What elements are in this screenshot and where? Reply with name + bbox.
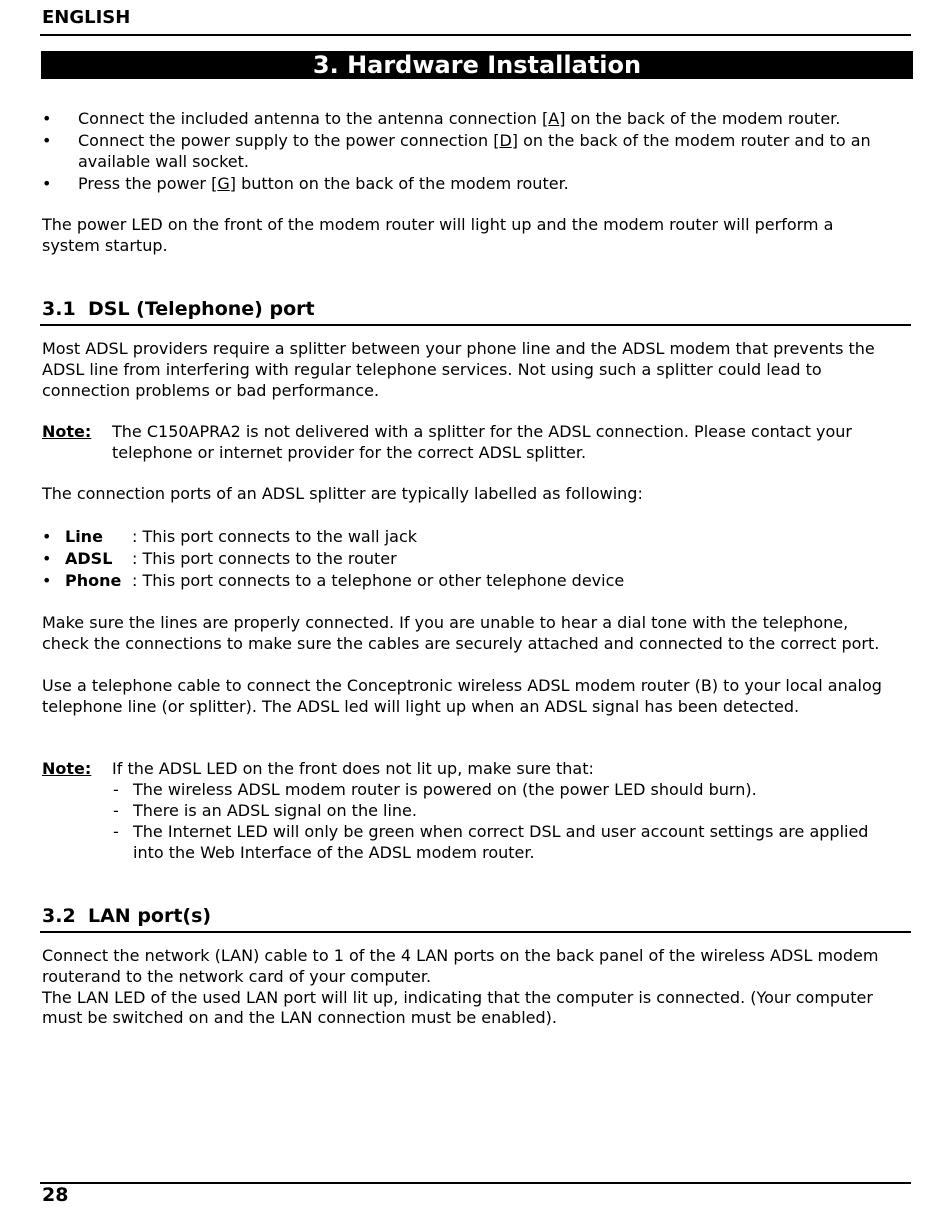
list-item — [65, 571, 624, 591]
section-title: 3. Hardware Installation — [41, 51, 913, 79]
text-line: Make sure the lines are properly connected. If you are unable to hear a dial tone with the telephone, — [42, 613, 849, 632]
bullet-icon: • — [42, 527, 52, 546]
text-line: ADSL line from interfering with regular telephone services. Not using such a splitter could lead to — [42, 359, 822, 379]
section-rule — [40, 324, 911, 326]
list-item: The Internet LED will only be green when correct DSL and user account settings are applied — [133, 822, 869, 841]
startup-paragraph — [42, 215, 833, 257]
section-rule — [40, 931, 911, 933]
text-line: Connect the network (LAN) cable to 1 of the 4 LAN ports on the back panel of the wireless ADSL modem — [42, 946, 879, 965]
ports-intro: The connection ports of an ADSL splitter are typically labelled as following: — [42, 484, 643, 503]
port-name: Line — [65, 527, 103, 546]
note2-intro: If the ADSL LED on the front does not lit up, make sure that: — [112, 759, 594, 778]
footer-rule — [40, 1182, 911, 1184]
language-label: ENGLISH — [42, 7, 131, 28]
step-key: A — [548, 109, 560, 128]
dash-icon: - — [113, 801, 119, 820]
port-name: ADSL — [65, 549, 113, 568]
header-rule — [40, 34, 911, 36]
list-item: The wireless ADSL modem router is powered on (the power LED should burn). — [133, 780, 757, 799]
step-continuation: available wall socket. — [78, 152, 249, 171]
cable-paragraph — [42, 676, 882, 718]
check-paragraph — [42, 613, 879, 655]
note-text — [112, 422, 852, 464]
lan-paragraph — [42, 946, 878, 1029]
bullet-icon: • — [42, 131, 52, 150]
section-heading-text: LAN port(s) — [88, 905, 212, 927]
text-line: The power LED on the front of the modem router will light up and the modem router will perform a — [42, 215, 834, 234]
text-line: telephone line (or splitter). The ADSL led will light up when an ADSL signal has been detected. — [42, 696, 800, 716]
text-line: must be switched on and the LAN connection must be enabled). — [42, 1008, 557, 1028]
list-item — [78, 131, 871, 151]
text-line: check the connections to make sure the cables are securely attached and connected to the correct port. — [42, 633, 880, 653]
bullet-icon: • — [42, 174, 52, 193]
list-item-continuation: into the Web Interface of the ADSL modem router. — [133, 843, 535, 862]
list-item: There is an ADSL signal on the line. — [133, 801, 417, 820]
page-number: 28 — [42, 1184, 69, 1206]
port-desc: : This port connects to a telephone or other telephone device — [132, 571, 625, 590]
port-desc: : This port connects to the wall jack — [132, 527, 418, 546]
section-number: 3.1 — [42, 298, 76, 320]
list-item — [78, 174, 569, 194]
note-label: Note: — [42, 422, 92, 441]
step-key: D — [499, 131, 512, 150]
step-text: Connect the included antenna to the antenna connection [ — [78, 109, 549, 128]
text-line: connection problems or bad performance. — [42, 380, 380, 400]
list-item — [65, 527, 417, 547]
section-heading-3-1 — [42, 298, 315, 320]
bullet-icon: • — [42, 109, 52, 128]
step-text: ] on the back of the modem router. — [559, 109, 841, 128]
text-line: telephone or internet provider for the correct ADSL splitter. — [112, 442, 587, 462]
note-label: Note: — [42, 759, 92, 778]
text-line: The LAN LED of the used LAN port will lit up, indicating that the computer is connected. (Your computer — [42, 987, 873, 1007]
text-line: The C150APRA2 is not delivered with a splitter for the ADSL connection. Please contact your — [112, 422, 852, 441]
text-line: system startup. — [42, 235, 168, 255]
bullet-icon: • — [42, 571, 52, 590]
step-text: ] on the back of the modem router and to an — [511, 131, 871, 150]
step-text: ] button on the back of the modem router. — [229, 174, 569, 193]
step-text: Connect the power supply to the power connection [ — [78, 131, 500, 150]
port-name: Phone — [65, 571, 122, 590]
text-line: Most ADSL providers require a splitter between your phone line and the ADSL modem that prevents the — [42, 339, 875, 358]
list-item — [65, 549, 397, 569]
text-line: Use a telephone cable to connect the Conceptronic wireless ADSL modem router (B) to your local analog — [42, 676, 882, 695]
section-heading-text: DSL (Telephone) port — [88, 298, 315, 320]
dash-icon: - — [113, 822, 119, 841]
step-key: G — [217, 174, 230, 193]
section-heading-3-2 — [42, 905, 211, 927]
text-line: routerand to the network card of your computer. — [42, 966, 432, 986]
list-item — [78, 109, 840, 129]
step-text: Press the power [ — [78, 174, 218, 193]
dash-icon: - — [113, 780, 119, 799]
splitter-intro — [42, 339, 875, 401]
bullet-icon: • — [42, 549, 52, 568]
section-number: 3.2 — [42, 905, 76, 927]
port-desc: : This port connects to the router — [132, 549, 397, 568]
